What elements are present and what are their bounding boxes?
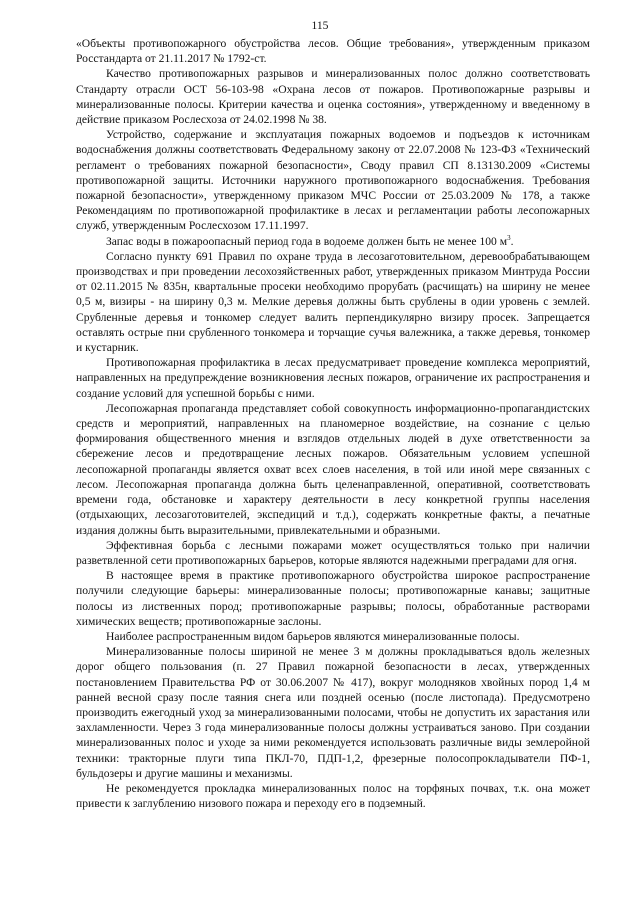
paragraph: Согласно пункту 691 Правил по охране труда в лесозаготовительном, деревообрабатывающем производствах и при проведении лесохозяйственных работ, утвержденных приказом Минтруда России от 02.11.2015 № 835н, квартальные просеки необходимо прорубать (расчищать) на ширину не менее 0,5 м, визиры - на ширину 0,3 м. Мелкие деревья должны быть срублены в одии уровень с землей. Срубленные деревья и тонкомер следует валить перпендикулярно визиру просек. Запрещается оставлять острые пни срубленного тонкомера и торчащие сучья валежника, а также деревья, тонкомер и кустарник. xyxy=(76,249,590,355)
paragraph: Минерализованные полосы шириной не менее 3 м должны прокладываться вдоль железных дорог общего пользования (п. 27 Правил пожарной безопасности в лесах, утвержденных постановлением Правительства РФ от 30.06.2007 № 417), вокруг молодняков хвойных пород 1,4 м ранней весной сразу после таяния снега или поздней осенью (после листопада). Предусмотрено производить ежегодный уход за минерализованными полосами, чтобы не допустить их зарастания или захламленности. Через 3 года минерализованные полосы должны устраиваться заново. При создании минерализованных полос и уходе за ними рекомендуется использовать различные виды землеройной техники: тракторные плуги типа ПКЛ-70, ПДП-1,2, фрезерные полосопрокладыватели ПФ-1, бульдозеры и другие машины и механизмы. xyxy=(76,645,590,780)
superscript: 3 xyxy=(507,233,511,242)
paragraph: В настоящее время в практике противопожарного обустройства широкое распространение получили следующие барьеры: минерализованные полосы; противопожарные канавы; защитные полосы из лиственных пород; противопожарные разрывы; полосы, обработанные растворами химических веществ; противопожарные заслоны. xyxy=(76,569,590,628)
paragraph: «Объекты противопожарного обустройства лесов. Общие требования», утвержденным приказом Росстандарта от 21.11.2017 № 1792-ст. xyxy=(76,37,590,66)
body-text xyxy=(76,36,590,811)
page-number: 115 xyxy=(311,19,329,32)
paragraph: Противопожарная профилактика в лесах предусматривает проведение комплекса мероприятий, направленных на предупреждение возникновения лесных пожаров, ограничение их распространения и создание условий для успешной борьбы с ними. xyxy=(76,356,590,400)
paragraph-water-volume xyxy=(76,234,590,249)
paragraph: Эффективная борьба с лесными пожарами может осуществляться только при наличии разветвленной сети противопожарных барьеров, которые являются надежными преградами для огня. xyxy=(76,538,590,567)
paragraph-text: Запас воды в пожароопасный период года в водоеме должен быть не менее 100 м xyxy=(106,234,508,248)
paragraph: Устройство, содержание и эксплуатация пожарных водоемов и подъездов к источникам водоснабжения должны соответствовать Федеральному закону от 22.07.2008 № 123-ФЗ «Технический регламент о требованиях пожарной безопасности», Своду правил СП 8.13130.2009 «Системы противопожарной защиты. Источники наружного противопожарного водоснабжения. Требования пожарной безопасности», утвержденному приказом МЧС России от 25.03.2009 № 178, а также Рекомендациям по противопожарной профилактике в лесах и регламентации работы лесопожарных служб, утвержденным Рослесхозом 17.11.1997. xyxy=(76,128,590,233)
paragraph: Не рекомендуется прокладка минерализованных полос на торфяных почвах, т.к. она может привести к заглублению низового пожара и переходу его в подземный. xyxy=(76,781,590,811)
paragraph: Лесопожарная пропаганда представляет собой совокупность информационно-пропагандистских средств и мероприятий, направленных на планомерное воздействие, на сознание с целью формирования общественного мнения и взглядов отдельных людей в духе ответственности за сбережение лесов и предотвращение лесных пожаров. Обязательным условием успешной лесопожарной пропаганды является охват всех слоев населения, в той или иной мере связанных с лесом. Лесопожарная пропаганда должна быть целенаправленной, оперативной, соответствовать времени года, обстановке и характеру деятельности в лесу конкретной группы населения (отдыхающих, лесозаготовителей, экспедиций и т.д.), содержать конкретные факты, а печатные издания должны быть выразительными, привлекательными и образными. xyxy=(76,401,590,537)
sentence-end: . xyxy=(510,234,514,248)
paragraph: Наиболее распространенным видом барьеров являются минерализованные полосы. xyxy=(106,629,520,643)
paragraph: Качество противопожарных разрывов и минерализованных полос должно соответствовать Стандарту отрасли ОСТ 56-103-98 «Охрана лесов от пожаров. Противопожарные разрывы и минерализованные полосы. Критерии качества и оценка состояния», утвержденному и введенному в действие приказом Рослесхоза от 24.02.1998 № 38. xyxy=(76,67,590,127)
